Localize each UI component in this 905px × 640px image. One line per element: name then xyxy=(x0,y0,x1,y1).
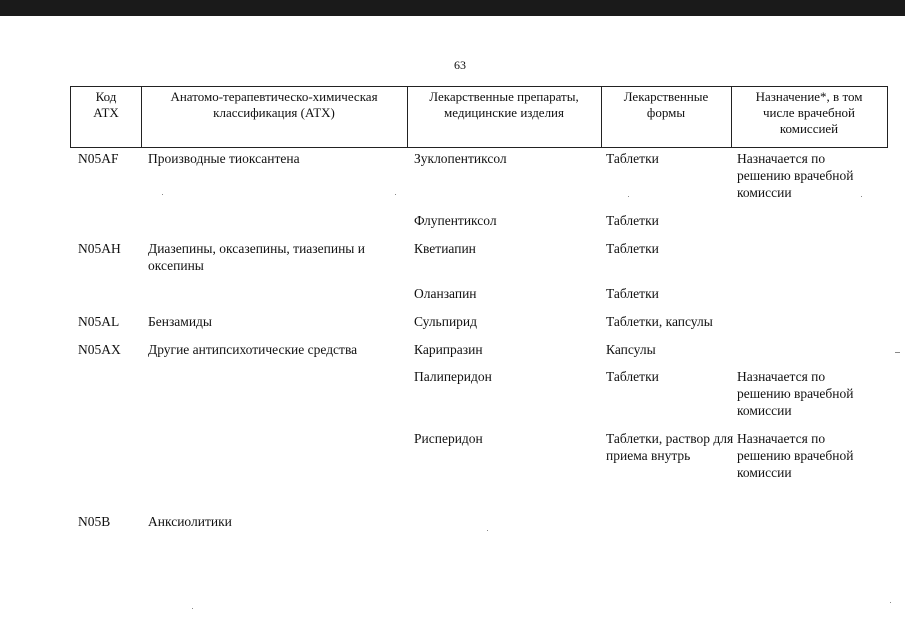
header-form: Лекарственные формы xyxy=(623,89,709,120)
scan-speck xyxy=(162,194,163,195)
row-classification: Диазепины, оксазепины, тиазепины и оксепины xyxy=(148,241,365,273)
row-classification: Анксиолитики xyxy=(148,514,232,529)
header-note: Назначение*, в том числе врачебной комиссией xyxy=(755,89,863,136)
row-drug: Кветиапин xyxy=(414,241,476,256)
row-classification: Другие антипсихотические средства xyxy=(148,342,358,357)
row-classification: Бензамиды xyxy=(148,314,212,329)
row-drug: Карипразин xyxy=(414,342,483,357)
row-drug: Оланзапин xyxy=(414,286,477,301)
row-code: N05AF xyxy=(78,151,119,166)
row-form: Капсулы xyxy=(606,342,656,357)
scan-speck xyxy=(890,602,891,603)
scan-top-border xyxy=(0,0,905,16)
row-form: Таблетки xyxy=(606,286,659,301)
row-code: N05B xyxy=(78,514,111,529)
row-drug: Рисперидон xyxy=(414,431,483,446)
header-classification: Анатомо-терапевтическо-химическая классификация (АТХ) xyxy=(170,89,378,120)
row-form: Таблетки xyxy=(606,241,659,256)
row-drug: Сульпирид xyxy=(414,314,478,329)
row-code: N05AH xyxy=(78,241,121,256)
header-drug: Лекарственные препараты, медицинские изделия xyxy=(429,89,579,120)
page-number: 63 xyxy=(454,58,466,72)
table-header xyxy=(70,86,888,148)
row-note: Назначается по решению врачебной комиссии xyxy=(737,431,854,480)
row-drug: Палиперидон xyxy=(414,369,492,384)
row-code: N05AL xyxy=(78,314,120,329)
scan-speck xyxy=(895,352,900,353)
scan-speck xyxy=(395,194,396,195)
header-code: Код АТХ xyxy=(93,89,119,120)
row-form: Таблетки, капсулы xyxy=(606,314,713,329)
row-form: Таблетки xyxy=(606,213,659,228)
row-drug: Флупентиксол xyxy=(414,213,497,228)
row-classification: Производные тиоксантена xyxy=(148,151,300,166)
scan-speck xyxy=(487,530,488,531)
row-form: Таблетки, раствор для приема внутрь xyxy=(606,431,734,463)
row-form: Таблетки xyxy=(606,369,659,384)
scan-speck xyxy=(861,196,862,197)
row-note: Назначается по решению врачебной комиссии xyxy=(737,369,854,418)
row-note: Назначается по решению врачебной комиссии xyxy=(737,151,854,200)
scan-speck xyxy=(192,608,193,609)
scan-speck xyxy=(628,196,629,197)
row-form: Таблетки xyxy=(606,151,659,166)
row-code: N05AX xyxy=(78,342,121,357)
row-drug: Зуклопентиксол xyxy=(414,151,507,166)
